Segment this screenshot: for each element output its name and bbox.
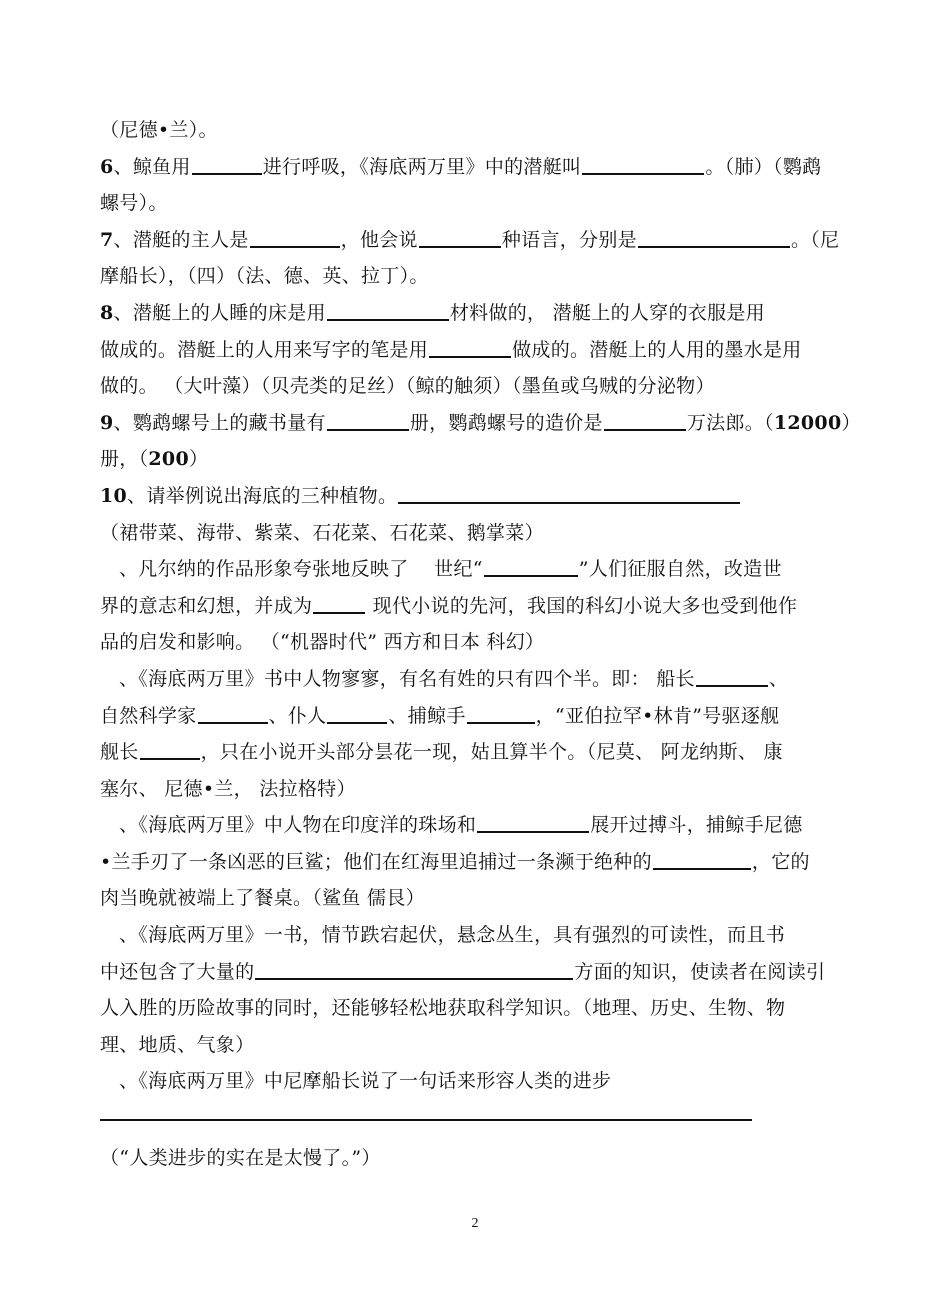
question-text: 人入胜的历险故事的同时，还能够轻松地获取科学知识。（地理、历史、生物、物 (100, 997, 786, 1020)
question-text: 册，鹦鹉螺号的造价是 (409, 411, 603, 434)
answer-blank[interactable] (653, 846, 751, 870)
question-text: 进行呼吸，《海底两万里》中的潜艇叫 (262, 155, 582, 178)
text-line (100, 112, 855, 149)
question-text: 、《海底两万里》中人物在印度洋的珠场和 (119, 814, 477, 837)
answer-blank[interactable] (313, 590, 365, 614)
question-10 (100, 478, 855, 515)
question-text: 界的意志和幻想，并成为 (100, 594, 313, 617)
question-text: ） (841, 411, 861, 434)
question-text: ，只在小说开头部分昙花一现，姑且算半个。（尼莫、 阿龙纳斯、 康 (200, 741, 783, 764)
answer-text: 塞尔、 尼德•兰， 法拉格特） (100, 777, 356, 800)
paragraph-knowledge (100, 917, 855, 954)
text-line (100, 624, 855, 661)
question-text: 。（尼 (790, 228, 840, 251)
answer-line[interactable] (100, 1100, 855, 1140)
answer-text: 品的启发和影响。 （“机器时代” 西方和日本 科幻） (100, 631, 545, 654)
text-line (100, 880, 855, 917)
answer-blank[interactable] (429, 334, 511, 358)
answer-blank[interactable] (484, 553, 578, 577)
text-line (100, 844, 855, 881)
question-text: 、《海底两万里》书中人物寥寥，有名有姓的只有四个半。即： 船长 (119, 667, 695, 690)
question-text: 种语言，分别是 (501, 228, 637, 251)
question-text: 。（肺）（鹦鹉 (705, 155, 822, 178)
answer-text: 做的。 （大叶藻）（贝壳类的足丝）（鲸的触须）（墨鱼或乌贼的分泌物） (100, 375, 715, 398)
paragraph-characters (100, 661, 855, 698)
answer-blank[interactable] (255, 956, 573, 980)
answer-text: 摩船长），（四）（法、德、英、拉丁）。 (100, 265, 429, 288)
question-text: 、《海底两万里》中尼摩船长说了一句话来形容人类的进步 (119, 1070, 612, 1093)
answer-blank[interactable] (696, 663, 768, 687)
question-text: •兰手刃了一条凶恶的巨鲨；他们在红海里追捕过一条濒于绝种的 (100, 850, 652, 873)
answer-blank[interactable] (327, 700, 387, 724)
question-text: 、《海底两万里》一书，情节跌宕起伏，悬念丛生，具有强烈的可读性，而且书 (119, 924, 786, 947)
answer-text: 理、地质、气象） (100, 1033, 255, 1056)
question-text: 、潜艇的主人是 (113, 228, 249, 251)
answer-blank[interactable] (398, 480, 740, 504)
question-text: 方面的知识，使读者在阅读引 (574, 960, 826, 983)
text-line (100, 1027, 855, 1064)
text-line (100, 332, 855, 369)
question-text: 万法郎。（ (686, 411, 774, 434)
page-number: 2 (471, 1216, 479, 1231)
answer-text: （“人类进步的实在是太慢了。”） (100, 1147, 381, 1170)
question-text: 材料做的， 潜艇上的人穿的衣服是用 (449, 301, 765, 324)
question-6 (100, 149, 855, 186)
answer-blank[interactable] (477, 809, 589, 833)
question-number: 8 (100, 301, 114, 324)
text-line (100, 771, 855, 808)
text-line (100, 698, 855, 735)
answer-blank[interactable] (250, 224, 340, 248)
question-text: 、请举例说出海底的三种植物。 (127, 484, 398, 507)
question-text: 、凡尔纳的作品形象夸张地反映了 世纪“ (119, 558, 483, 581)
text-line (100, 368, 855, 405)
text-line (100, 258, 855, 295)
answer-text: （尼德•兰）。 (100, 119, 218, 141)
answer-text: 螺号）。 (100, 192, 168, 215)
answer-blank[interactable] (604, 407, 686, 431)
question-text: 、仆人 (268, 704, 327, 727)
answer-blank[interactable] (100, 1119, 752, 1121)
answer-blank[interactable] (327, 297, 449, 321)
text-line (100, 185, 855, 222)
question-number: 7 (100, 228, 114, 251)
document-page (100, 112, 861, 1177)
question-text: 、鹦鹉螺号上的藏书量有 (113, 411, 326, 434)
question-text: ”人们征服自然，改造世 (578, 558, 782, 581)
paragraph-verne (100, 551, 855, 588)
question-text: 舰长 (100, 741, 139, 764)
question-text: 、潜艇上的人睡的床是用 (113, 301, 326, 324)
text-line (100, 588, 855, 625)
text-line (100, 990, 855, 1027)
question-text: 中还包含了大量的 (100, 960, 255, 983)
paragraph-progress (100, 1063, 855, 1100)
answer-blank[interactable] (198, 700, 268, 724)
question-7 (100, 222, 855, 259)
question-text: ，“亚伯拉罕•林肯”号驱逐舰 (535, 704, 780, 727)
question-text: ，它的 (751, 850, 810, 873)
question-number: 9 (100, 411, 114, 434)
question-text: 、 (768, 667, 789, 690)
text-line (100, 1140, 855, 1177)
answer-blank[interactable] (467, 700, 535, 724)
answer-blank[interactable] (638, 224, 790, 248)
answer-text: 肉当晚就被端上了餐桌。（鲨鱼 儒艮） (100, 887, 425, 910)
question-8 (100, 295, 855, 332)
paragraph-battles (100, 807, 855, 844)
answer-text: 12000 (773, 411, 842, 434)
answer-text: ） (188, 448, 209, 471)
question-number: 10 (100, 484, 128, 507)
question-text: 、捕鲸手 (388, 704, 466, 727)
text-line (100, 734, 855, 771)
answer-blank[interactable] (419, 224, 501, 248)
question-9 (100, 405, 861, 442)
question-text: 做成的。潜艇上的人用来写字的笔是用 (100, 338, 429, 361)
answer-text: 200 (148, 448, 189, 471)
question-text: 做成的。潜艇上的人用的墨水是用 (512, 338, 802, 361)
text-line (100, 515, 855, 552)
question-text: 展开过搏斗，捕鲸手尼德 (590, 814, 803, 837)
answer-blank[interactable] (192, 151, 262, 175)
question-number: 6 (100, 155, 114, 178)
answer-text: （裙带菜、海带、紫菜、石花菜、石花菜、鹅掌菜） (100, 521, 544, 544)
question-text: 现代小说的先河，我国的科幻小说大多也受到他作 (366, 594, 798, 617)
answer-blank[interactable] (140, 736, 200, 760)
text-line (100, 441, 855, 478)
answer-blank[interactable] (582, 151, 704, 175)
answer-blank[interactable] (327, 407, 409, 431)
question-text: 自然科学家 (100, 704, 197, 727)
answer-text: 册，（ (100, 448, 149, 471)
text-line (100, 954, 855, 991)
question-text: 、鲸鱼用 (113, 155, 191, 178)
question-text: ，他会说 (340, 228, 418, 251)
